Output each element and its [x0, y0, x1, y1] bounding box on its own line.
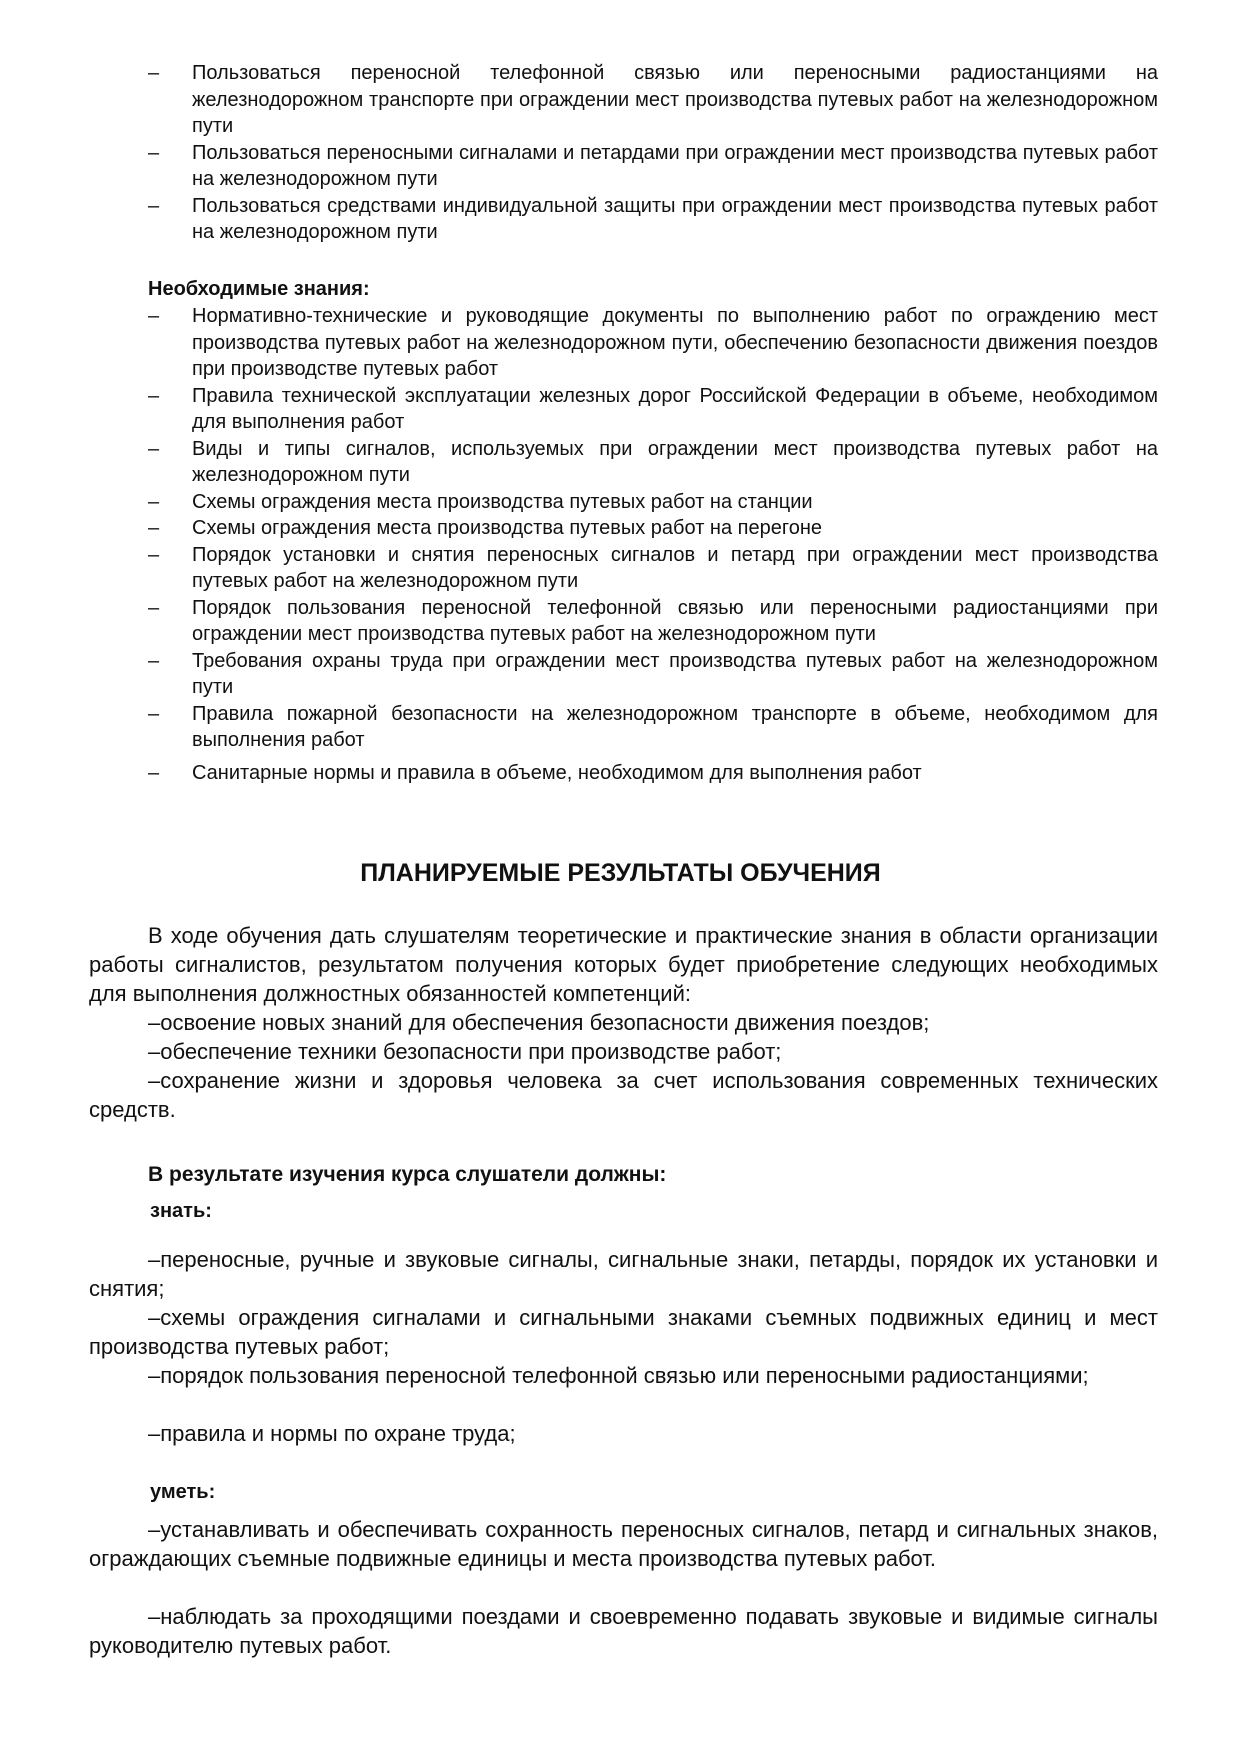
dash-bullet: – [148, 517, 160, 539]
list-item: – Пользоваться переносной телефонной связью или переносными радиостанциями на железнодорожном транспорте при ограждении мест производства путевых работ на железнодорожном пути [148, 62, 1158, 137]
competency-item: –освоение новых знаний для обеспечения безопасности движения поездов; [148, 1010, 930, 1035]
list-item: – Пользоваться средствами индивидуальной защиты при ограждении мест производства путевых работ на железнодорожном пути [148, 194, 1158, 243]
list-item: – Правила пожарной безопасности на железнодорожном транспорте в объеме, необходимом для выполнения работ [148, 702, 1158, 751]
list-item: – Схемы ограждения места производства путевых работ на перегоне [148, 515, 1158, 542]
know-item: –переносные, ручные и звуковые сигналы, сигнальные знаки, петарды, порядок их установки и снятия; [89, 1247, 1158, 1301]
competency-item: –обеспечение техники безопасности при производстве работ; [148, 1039, 782, 1064]
knowledge-heading: Необходимые знания: [148, 278, 370, 300]
can-item: –устанавливать и обеспечивать сохранность переносных сигналов, петард и сигнальных знаков, ограждающих съемные подвижные единицы и места производства путевых работ. [89, 1517, 1158, 1571]
skills-list [148, 60, 1158, 246]
dash-bullet: – [148, 384, 160, 407]
dash-bullet: – [148, 490, 160, 513]
list-item: – Пользоваться переносными сигналами и петардами при ограждении мест производства путевых работ на железнодорожном пути [148, 141, 1158, 190]
dash-bullet: – [148, 194, 160, 217]
dash-bullet: – [148, 702, 160, 725]
dash-bullet: – [148, 141, 160, 164]
intro-paragraph: В ходе обучения дать слушателям теоретические и практические знания в области организации работы сигналистов, результатом получения которых будет приобретение следующих необходимых для выполнения должностных обязанностей компетенций: [89, 923, 1158, 1006]
know-label: знать: [150, 1200, 212, 1222]
list-item: – Правила технической эксплуатации железных дорог Российской Федерации в объеме, необходимом для выполнения работ [148, 384, 1158, 433]
dash-bullet: – [148, 596, 160, 619]
list-item: – Нормативно-технические и руководящие документы по выполнению работ по ограждению мест производства путевых работ на железнодорожном пути, обеспечению безопасности движения поездов при производстве путевых работ [148, 305, 1158, 380]
list-item: – Порядок пользования переносной телефонной связью или переносными радиостанциями при ограждении мест производства путевых работ на железнодорожном пути [148, 596, 1158, 645]
know-item: –порядок пользования переносной телефонной связью или переносными радиостанциями; [148, 1363, 1089, 1388]
dash-bullet: – [148, 761, 160, 784]
dash-bullet: – [148, 62, 160, 84]
list-item: – Порядок установки и снятия переносных сигналов и петард при ограждении мест производства путевых работ на железнодорожном пути [148, 543, 1158, 592]
dash-bullet: – [148, 649, 160, 672]
knowledge-list [148, 303, 1158, 786]
list-item: – Виды и типы сигналов, используемых при ограждении мест производства путевых работ на железнодорожном пути [148, 437, 1158, 486]
know-item: –схемы ограждения сигналами и сигнальными знаками съемных подвижных единиц и мест производства путевых работ; [89, 1305, 1158, 1359]
dash-bullet: – [148, 437, 160, 460]
competency-item: –сохранение жизни и здоровья человека за счет использования современных технических средств. [89, 1068, 1158, 1122]
section-title: ПЛАНИРУЕМЫЕ РЕЗУЛЬТАТЫ ОБУЧЕНИЯ [360, 859, 881, 887]
can-item: –наблюдать за проходящими поездами и своевременно подавать звуковые и видимые сигналы руководителю путевых работ. [89, 1604, 1158, 1658]
list-item: – Требования охраны труда при ограждении мест производства путевых работ на железнодорожном пути [148, 649, 1158, 698]
list-item: – Схемы ограждения места производства путевых работ на станции [148, 489, 1158, 516]
list-item: – Санитарные нормы и правила в объеме, необходимом для выполнения работ [148, 760, 1158, 787]
dash-bullet: – [148, 305, 160, 327]
dash-bullet: – [148, 543, 160, 566]
outcome-heading: В результате изучения курса слушатели должны: [148, 1163, 667, 1186]
can-label: уметь: [150, 1481, 216, 1503]
know-item: –правила и нормы по охране труда; [148, 1421, 516, 1446]
